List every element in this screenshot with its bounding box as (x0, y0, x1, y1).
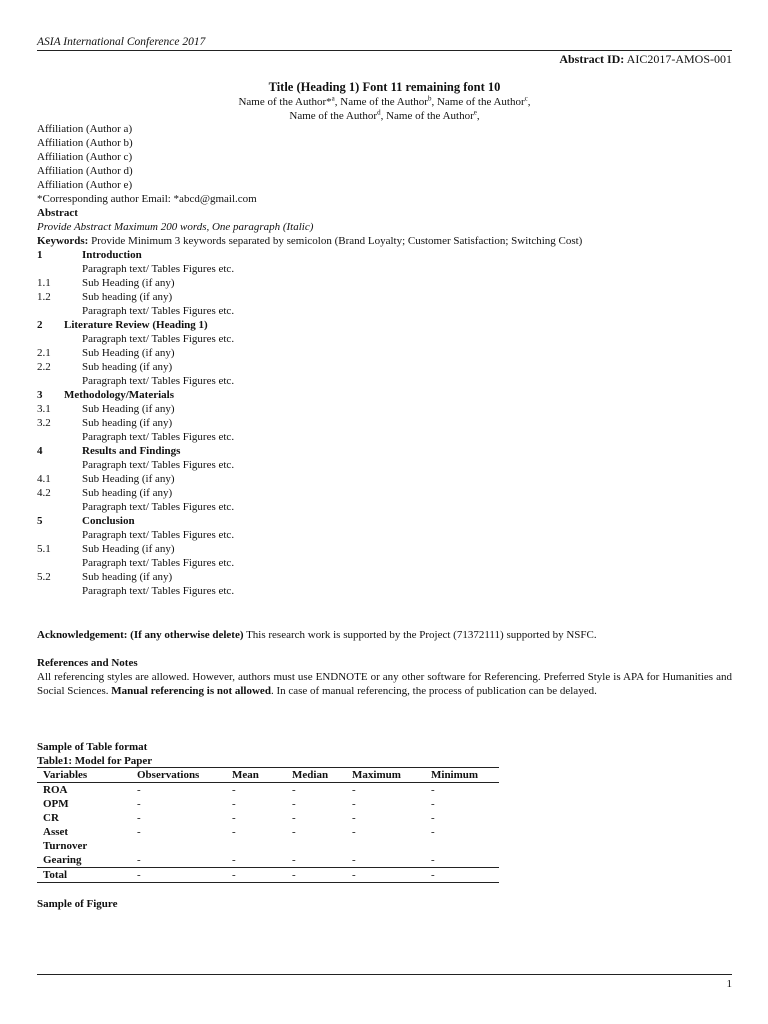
section-heading (37, 514, 732, 528)
section-title: Methodology/Materials (64, 389, 174, 401)
table-cell: - (137, 812, 141, 824)
variable-cell: OPM (43, 798, 69, 810)
table-cell (131, 839, 226, 853)
table-cell: - (137, 784, 141, 796)
section-title: Results and Findings (82, 445, 181, 457)
subheading-text: Sub Heading (if any) (82, 473, 175, 485)
abstract-text: Provide Abstract Maximum 200 words, One paragraph (Italic) (37, 221, 314, 233)
paragraph-placeholder: Paragraph text/ Tables Figures etc. (82, 585, 235, 597)
subheading-text: Sub heading (if any) (82, 291, 173, 303)
table-cell: - (232, 854, 236, 866)
subheading-number: 3.1 (37, 403, 51, 415)
subheading-text: Sub heading (if any) (82, 361, 173, 373)
table-cell (286, 839, 346, 853)
table-row (37, 825, 499, 839)
table-cell (425, 839, 499, 853)
subheading (37, 346, 732, 360)
column-header: Minimum (425, 768, 499, 783)
variable-cell: Asset (43, 826, 69, 838)
abstract-heading: Abstract (37, 207, 78, 219)
table-cell: - (232, 798, 236, 810)
affiliation: Affiliation (Author b) (37, 137, 133, 149)
subheading-text: Sub Heading (if any) (82, 347, 175, 359)
subheading (37, 542, 732, 556)
sample-table-heading: Sample of Table format (37, 741, 148, 753)
subheading (37, 276, 732, 290)
subheading (37, 416, 732, 430)
section-title: Conclusion (82, 515, 135, 527)
paragraph-placeholder: Paragraph text/ Tables Figures etc. (82, 305, 235, 317)
model-table (37, 767, 499, 883)
table-cell: - (352, 812, 356, 824)
table-cell: - (431, 798, 435, 810)
corresponding-author: *Corresponding author Email: *abcd@gmail.com (37, 193, 257, 205)
footer-rule (37, 974, 732, 975)
section-heading (37, 318, 732, 332)
author-c: , Name of the Author (431, 96, 525, 108)
subheading-number: 2.1 (37, 347, 51, 359)
column-header: Mean (226, 768, 286, 783)
variable-cell: Total (37, 868, 131, 883)
table-cell: - (352, 854, 356, 866)
table-cell: - (137, 826, 141, 838)
subheading (37, 360, 732, 374)
table-cell: - (232, 784, 236, 796)
section-heading (37, 388, 732, 402)
subheading-text: Sub heading (if any) (82, 417, 173, 429)
header-rule (37, 50, 732, 51)
subheading-number: 4.2 (37, 487, 51, 499)
acknowledgement (37, 628, 732, 642)
table-cell: - (292, 854, 296, 866)
paragraph-placeholder: Paragraph text/ Tables Figures etc. (82, 459, 235, 471)
table-cell: - (352, 826, 356, 838)
references-text-a: All referencing styles are allowed. However, authors must use ENDNOTE or any other software for Referencing. Preferred Style is APA for Humanities and Social Sciences. (37, 671, 732, 697)
subheading-number: 1.2 (37, 291, 51, 303)
paragraph-placeholder: Paragraph text/ Tables Figures etc. (82, 501, 235, 513)
abstract-id (559, 52, 732, 66)
table-cell: - (226, 868, 286, 883)
author-a-sup: a (331, 94, 335, 103)
document-page (37, 0, 732, 1024)
subheading (37, 290, 732, 304)
subheading (37, 402, 732, 416)
column-header: Observations (131, 768, 226, 783)
table-cell: - (232, 812, 236, 824)
table-total-row (37, 868, 499, 883)
table-cell: - (286, 868, 346, 883)
paragraph-placeholder: Paragraph text/ Tables Figures etc. (82, 529, 235, 541)
author-list (37, 95, 732, 123)
references-bold-text: Manual referencing is not allowed (111, 685, 271, 697)
table-cell: - (431, 826, 435, 838)
author-b: , Name of the Author (334, 96, 428, 108)
table-cell: - (232, 826, 236, 838)
subheading-text: Sub heading (if any) (82, 487, 173, 499)
author-line-2 (37, 109, 732, 123)
subheading (37, 472, 732, 486)
table-row (37, 797, 499, 811)
table-row (37, 839, 499, 853)
author-comma: , (476, 110, 480, 122)
variable-cell: Gearing (43, 854, 82, 866)
paper-title: Title (Heading 1) Font 11 remaining font 10 (268, 80, 501, 94)
paragraph-placeholder: Paragraph text/ Tables Figures etc. (82, 263, 235, 275)
affiliation: Affiliation (Author a) (37, 123, 133, 135)
column-header: Variables (37, 768, 131, 783)
section-number: 1 (37, 249, 43, 261)
acknowledgement-text: This research work is supported by the Project (71372111) supported by NSFC. (243, 629, 597, 641)
table-row (37, 853, 499, 868)
variable-cell: ROA (43, 784, 68, 796)
column-header: Median (286, 768, 346, 783)
author-e: , Name of the Author (380, 110, 474, 122)
subheading-text: Sub Heading (if any) (82, 543, 175, 555)
subheading-number: 5.1 (37, 543, 51, 555)
table-cell: - (431, 812, 435, 824)
section-title: Literature Review (Heading 1) (64, 319, 208, 331)
column-header: Maximum (346, 768, 425, 783)
variable-cell: CR (43, 812, 59, 824)
section-title: Introduction (82, 249, 142, 261)
section-number: 5 (37, 515, 43, 527)
author-c-sup: c (524, 94, 528, 103)
references-heading: References and Notes (37, 657, 138, 669)
references-text (37, 670, 732, 698)
table-header-row (37, 768, 499, 783)
subheading-number: 4.1 (37, 473, 51, 485)
subheading-text: Sub Heading (if any) (82, 277, 175, 289)
subheading-text: Sub Heading (if any) (82, 403, 175, 415)
acknowledgement-label: Acknowledgement: (If any otherwise delete) (37, 629, 244, 641)
table-cell (346, 839, 425, 853)
paragraph-placeholder: Paragraph text/ Tables Figures etc. (82, 431, 235, 443)
affiliation: Affiliation (Author c) (37, 151, 133, 163)
table-cell: - (292, 798, 296, 810)
paragraph-placeholder: Paragraph text/ Tables Figures etc. (82, 375, 235, 387)
keywords-label: Keywords: (37, 235, 89, 247)
variable-cell: Turnover (43, 840, 88, 852)
table-cell: - (431, 784, 435, 796)
table-cell: - (292, 812, 296, 824)
table-caption: Table1: Model for Paper (37, 755, 153, 767)
subheading (37, 486, 732, 500)
section-number: 3 (37, 389, 43, 401)
author-d-sup: d (377, 108, 381, 117)
references-section (37, 656, 732, 698)
author-a: Name of the Author* (238, 96, 332, 108)
subheading-text: Sub heading (if any) (82, 571, 173, 583)
table-cell: - (131, 868, 226, 883)
section-number: 2 (37, 319, 43, 331)
author-b-sup: b (427, 94, 432, 103)
abstract-id-value: AIC2017-AMOS-001 (626, 52, 732, 66)
paragraph-placeholder: Paragraph text/ Tables Figures etc. (82, 333, 235, 345)
affiliation: Affiliation (Author e) (37, 179, 133, 191)
table-sample (37, 740, 152, 768)
section-number: 4 (37, 445, 43, 457)
table-cell: - (137, 854, 141, 866)
section-heading (37, 248, 732, 262)
table-cell: - (346, 868, 425, 883)
table-row (37, 783, 499, 798)
section-heading (37, 444, 732, 458)
document-body (37, 122, 732, 598)
keywords (37, 234, 732, 248)
subheading (37, 570, 732, 584)
subheading-number: 5.2 (37, 571, 51, 583)
conference-header: ASIA International Conference 2017 (37, 36, 206, 48)
author-line-1 (37, 95, 732, 109)
table-cell: - (352, 798, 356, 810)
page-number: 1 (726, 978, 732, 990)
abstract-id-label: Abstract ID: (559, 52, 625, 66)
affiliation: Affiliation (Author d) (37, 165, 133, 177)
subheading-number: 1.1 (37, 277, 51, 289)
table-cell: - (352, 784, 356, 796)
keywords-text: Provide Minimum 3 keywords separated by semicolon (Brand Loyalty; Customer Satisfaction; Switching Cost) (88, 235, 583, 247)
subheading-number: 3.2 (37, 417, 51, 429)
table-cell: - (425, 868, 499, 883)
author-e-sup: e (473, 108, 477, 117)
subheading-number: 2.2 (37, 361, 51, 373)
author-comma: , (527, 96, 531, 108)
table-cell: - (292, 826, 296, 838)
figure-heading: Sample of Figure (37, 898, 118, 910)
paragraph-placeholder: Paragraph text/ Tables Figures etc. (82, 557, 235, 569)
author-d: Name of the Author (289, 110, 378, 122)
table-cell: - (292, 784, 296, 796)
references-text-b: . In case of manual referencing, the process of publication can be delayed. (270, 685, 597, 697)
table-cell: - (431, 854, 435, 866)
table-cell (226, 839, 286, 853)
table-cell: - (137, 798, 141, 810)
table-row (37, 811, 499, 825)
